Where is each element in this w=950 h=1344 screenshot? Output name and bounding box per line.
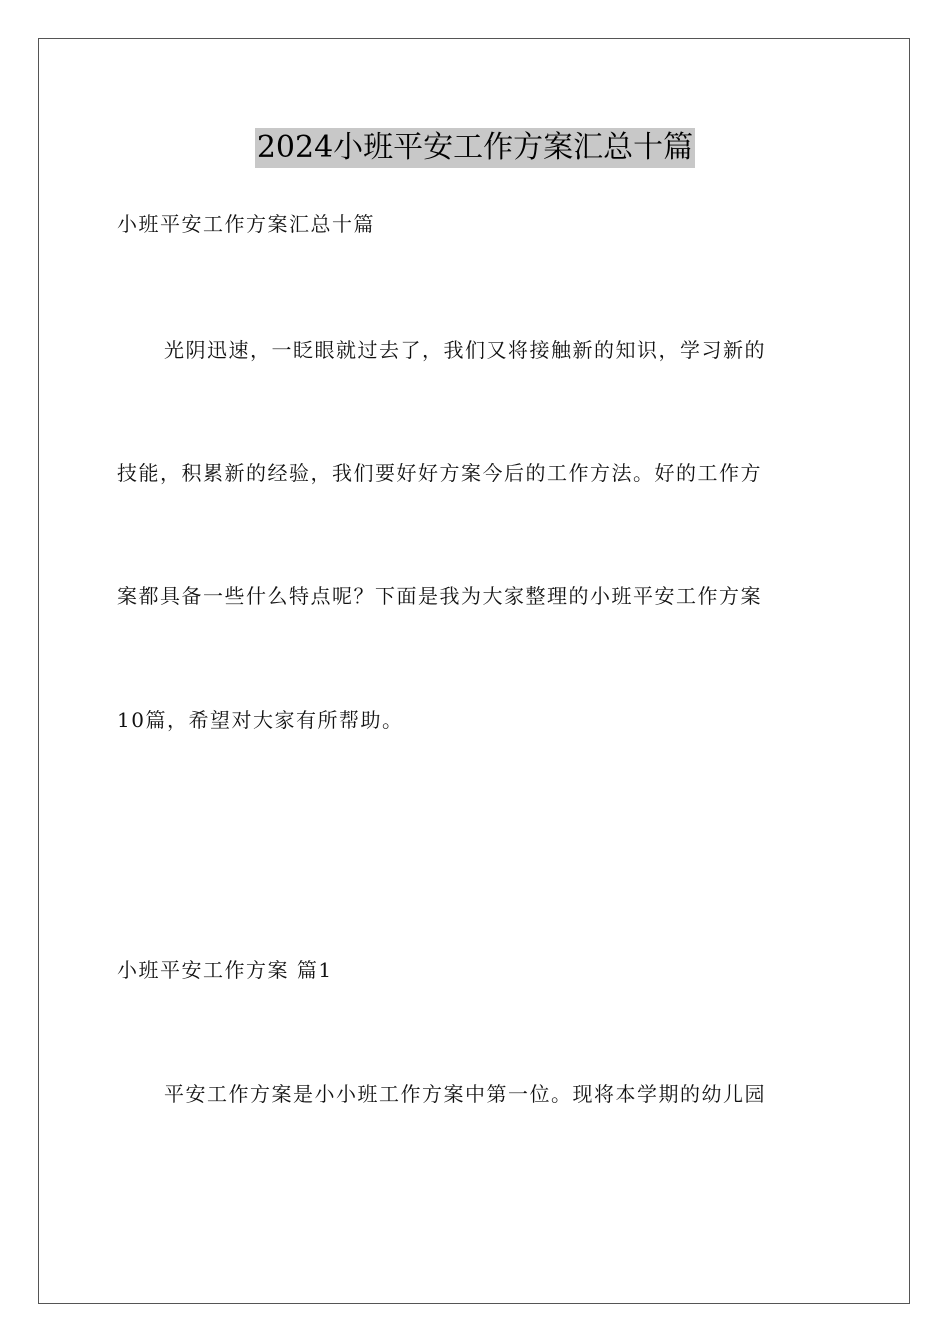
intro-paragraph-line: 10篇，希望对大家有所帮助。 <box>117 708 404 732</box>
document-title: 2024小班平安工作方案汇总十篇 <box>255 128 695 168</box>
intro-paragraph-line: 光阴迅速，一眨眼就过去了，我们又将接触新的知识，学习新的 <box>164 338 766 362</box>
section-heading: 小班平安工作方案 篇1 <box>117 958 333 982</box>
title-container <box>0 128 950 168</box>
intro-paragraph-line: 案都具备一些什么特点呢？下面是我为大家整理的小班平安工作方案 <box>117 584 762 608</box>
document-subtitle: 小班平安工作方案汇总十篇 <box>117 212 375 236</box>
section-paragraph-line: 平安工作方案是小小班工作方案中第一位。现将本学期的幼儿园 <box>164 1082 766 1106</box>
intro-paragraph-line: 技能，积累新的经验，我们要好好方案今后的工作方法。好的工作方 <box>117 461 762 485</box>
